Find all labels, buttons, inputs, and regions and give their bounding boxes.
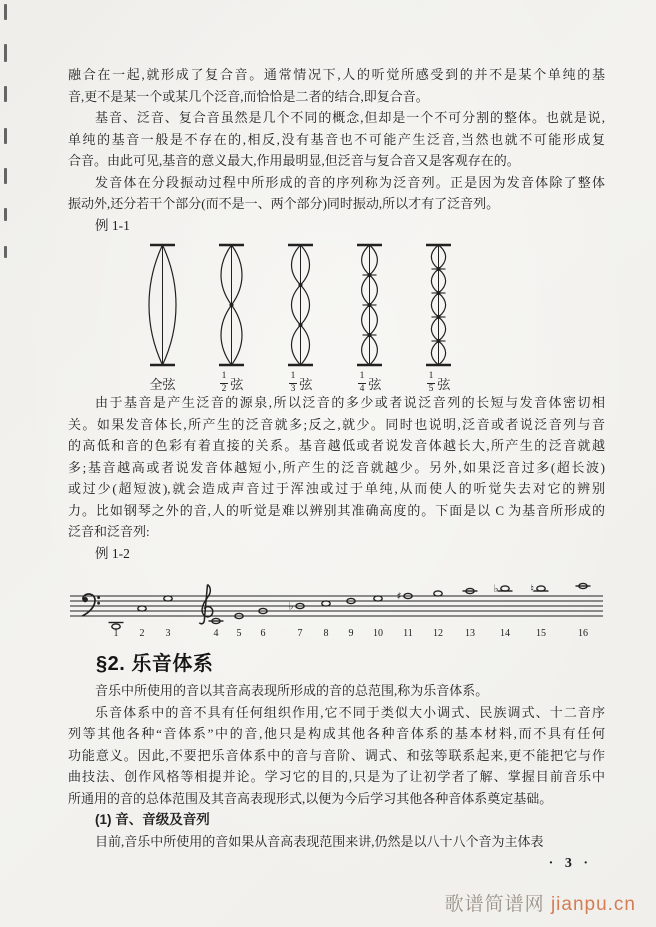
harmonic-number: 4 [213, 628, 219, 639]
harmonic-note [109, 623, 124, 640]
harmonic-number: 16 [578, 628, 588, 639]
harmonic-number: 9 [348, 628, 354, 639]
text-line: 列等其他各种“音体系”中的音,他只是构成其他各种音体系的基本材料,而不具有任何 [68, 726, 605, 741]
text-line: 乐音体系中的音不具有任何组织作用,它不同于类似大小调式、民族调式、十二音序 [95, 704, 605, 720]
binding-mark [4, 44, 7, 62]
bass-clef-icon [82, 594, 100, 616]
sharp-sign: ♯ [396, 590, 402, 603]
harmonic-note [259, 608, 267, 639]
string-figure-label: $\frac{1}{5}$ 弦 [428, 371, 451, 394]
string-figure-drawing [404, 240, 473, 376]
harmonic-number: 6 [260, 628, 266, 639]
string-figure [404, 240, 473, 392]
harmonic-number: 11 [403, 628, 413, 639]
harmonic-number: 2 [139, 628, 145, 639]
text-line: 目前,音乐中所使用的音如果从音高表现范围来讲,仍然是以八十八个音为主体表 [95, 833, 544, 849]
staff-notation [68, 570, 605, 644]
text-line: 功能意义。因此,不要把乐音体系中的音与音阶、调式、和弦等联系起来,更不能把它与作 [68, 747, 605, 763]
harmonic-note [433, 591, 443, 639]
string-figure-label: $\frac{1}{3}$ 弦 [290, 371, 313, 394]
text-line: 由于基音是产生泛音的源泉,所以泛音的多少或者说泛音列的长短与发音体密切相 [95, 395, 605, 410]
string-figure-label: $\frac{1}{4}$ 弦 [359, 371, 382, 394]
harmonic-note [373, 596, 383, 639]
string-vibration-diagram [128, 240, 478, 392]
harmonic-note [322, 601, 330, 639]
harmonic-number: 13 [465, 628, 475, 639]
text-line: 关。如果发音体长,所产生的泛音就多;反之,就少。同时也说明,泛音或者说泛音列与音 [68, 416, 605, 432]
binding-mark [4, 86, 7, 102]
subsection-heading: (1) 音、音级及音列 [95, 812, 210, 827]
text-line: 融合在一起,就形成了复合音。通常情况下,人的听觉所感受到的并不是某个单纯的基 [68, 67, 605, 82]
fraction: $\frac{1}{2}$ [221, 371, 227, 394]
text-line: 所通用的音的总体范围及其音高表现形式,以便为今后学习其他各种音体系奠定基础。 [68, 790, 553, 806]
harmonic-number: 7 [297, 628, 303, 639]
text-line: 振动外,还分若干个部分(而不是一、两个部分)同时振动,所以才有了泛音列。 [68, 196, 500, 211]
harmonic-number: 15 [536, 628, 546, 639]
string-figure-drawing [197, 240, 266, 376]
example-label: 例 1-1 [95, 217, 130, 233]
text-line: 曲技法、创作风格等相提并论。学习它的目的,只是为了让初学者了解、掌握目前音乐中 [68, 769, 605, 784]
string-figure [266, 240, 335, 392]
binding-mark [4, 4, 7, 20]
harmonic-number: 3 [165, 628, 171, 639]
content-flow [68, 64, 605, 852]
harmonic-number: 10 [373, 628, 383, 639]
page-number: · 3 · [548, 856, 592, 871]
string-figure-label: $\frac{1}{2}$ 弦 [221, 371, 244, 394]
watermark-site-name: 歌谱简谱网 [444, 894, 545, 915]
text-line: 或过少(超短波),就会造成声音过于浑浊或过于单纯,从而使人的听觉失去对它的辨别 [68, 481, 605, 496]
text-line: 音乐中所使用的音以其音高表现所形成的音的总范围,称为乐音体系。 [95, 683, 489, 698]
harmonic-note [235, 613, 243, 639]
binding-mark [4, 128, 7, 144]
text-line: 泛音和泛音列: [68, 524, 150, 539]
string-figure [335, 240, 404, 392]
text-line: 单纯的基音一般是不存在的,相反,没有基音也不可能产生泛音,当然也就不可能形成复 [68, 131, 605, 147]
staff-notation-drawing [68, 570, 605, 644]
example-label: 例 1-2 [95, 545, 130, 561]
harmonic-number: 8 [323, 628, 329, 639]
treble-clef-icon [199, 585, 212, 624]
text-line: 发音体在分段振动过程中所形成的音的序列称为泛音列。正是因为发音体除了整体 [95, 174, 605, 190]
binding-mark [4, 208, 7, 221]
harmonic-number: 1 [113, 628, 119, 639]
binding-mark [4, 246, 7, 258]
text-line: 多;基音越高或者说发音体越短小,所产生的泛音就越少。另外,如果泛音过多(超长波) [68, 459, 605, 475]
string-figure-drawing [128, 240, 197, 376]
harmonic-note [396, 591, 412, 640]
text-line: 合音。由此可见,基音的意义最大,作用最明显,但泛音与复合音又是客观存在的。 [68, 153, 520, 168]
harmonic-note [138, 606, 146, 639]
watermark [445, 889, 636, 916]
binding-mark [4, 168, 7, 184]
flat-sign: ♭ [288, 600, 294, 613]
text-line: 音,更不是某一个或某几个泛音,而恰恰是二者的结合,即复合音。 [68, 88, 429, 104]
text-line: 的高低和音的色彩有着直接的关系。基音越低或者说发音体越长大,所产生的泛音就越 [68, 438, 605, 453]
string-figure-drawing [266, 240, 335, 376]
flat-sign: ♭ [493, 583, 499, 595]
fraction: $\frac{1}{3}$ [290, 371, 296, 394]
string-figure-label: 全弦 [149, 376, 176, 392]
harmonic-note [209, 618, 224, 639]
text-line: 基音、泛音、复合音虽然是几个不同的概念,但却是一个不可分割的整体。也就是说, [95, 110, 605, 125]
watermark-site-url[interactable]: jianpu.cn [550, 894, 636, 915]
section-heading: §2. 乐音体系 [96, 653, 214, 675]
harmonic-number: 14 [500, 628, 510, 639]
string-figure [128, 240, 197, 392]
string-figure [197, 240, 266, 392]
natural-sign: ♮ [530, 583, 534, 595]
harmonic-note [164, 596, 172, 639]
harmonic-note [347, 598, 355, 639]
string-figure-drawing [335, 240, 404, 376]
fraction: $\frac{1}{4}$ [359, 371, 365, 394]
text-line: 力。比如钢琴之外的音,人的听觉是难以辨别其准确高度的。下面是以 C 为基音所形成的 [68, 502, 605, 518]
fraction: $\frac{1}{5}$ [428, 371, 434, 394]
harmonic-number: 5 [236, 628, 242, 639]
harmonic-number: 12 [433, 628, 443, 639]
